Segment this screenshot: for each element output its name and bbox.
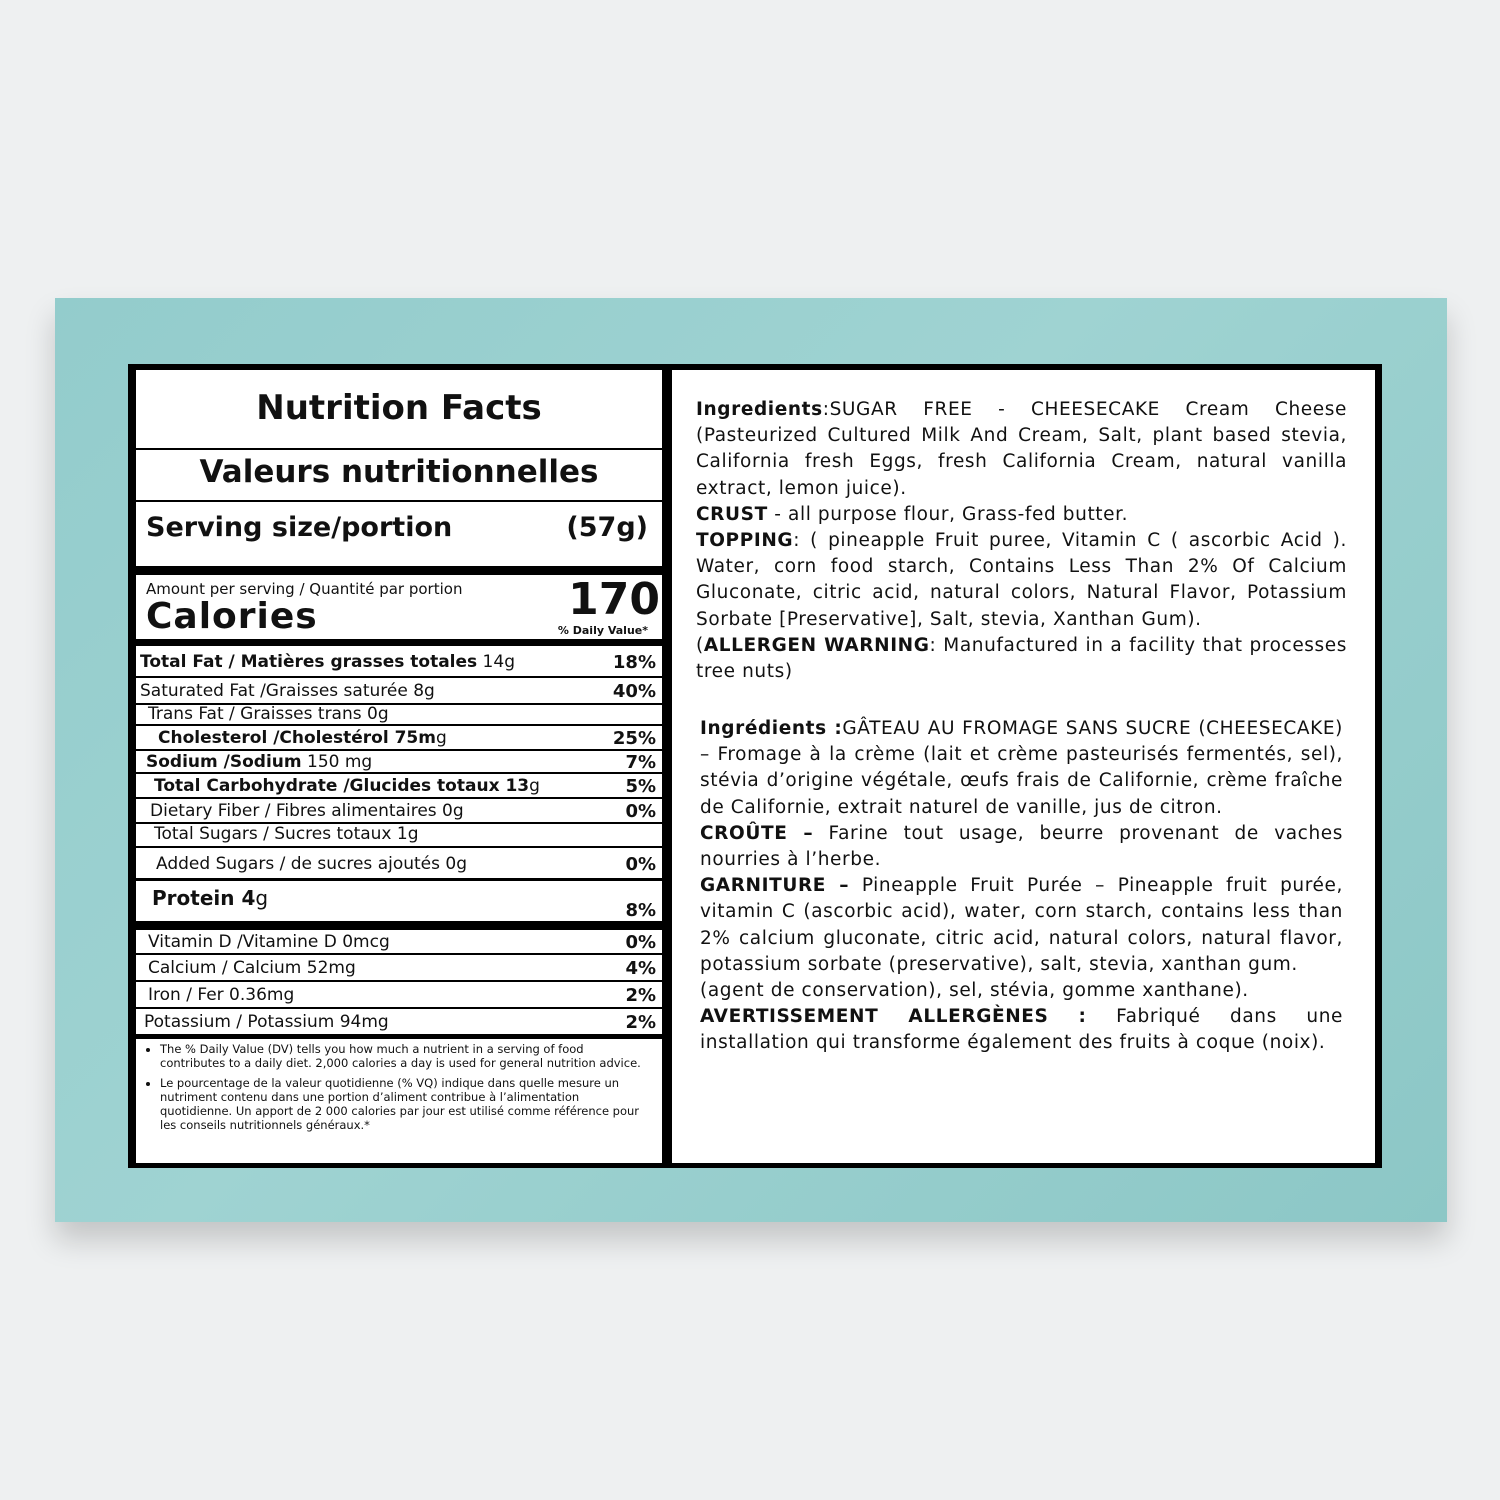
allergen-open: ( <box>696 634 704 656</box>
ingredients-key: Ingrédients : <box>700 718 843 739</box>
allergen-text: Fabriqué dans une installation qui transforme également des fruits à coque (noix). <box>700 1006 1343 1054</box>
calories-label: Calories <box>146 596 318 637</box>
row-protein <box>136 882 662 921</box>
crust-text: - all purpose flour, Grass-fed butter. <box>767 503 1129 525</box>
row-trans-fat <box>136 703 662 725</box>
row-pct: 7% <box>625 751 656 773</box>
row-label: Sodium /Sodium <box>146 752 302 772</box>
serving-value: (57g) <box>566 512 648 543</box>
row-pct: 40% <box>612 680 656 702</box>
divider <box>136 500 662 502</box>
row-label: Cholesterol /Cholestérol 75m <box>158 728 436 748</box>
calories-value: 170 <box>568 574 660 625</box>
ingredients-panel <box>672 370 1375 1163</box>
crust-paragraph <box>700 821 1343 873</box>
allergen-text: : Manufactured in a facility that processes tree nuts) <box>696 634 1347 683</box>
row-amount: g <box>529 776 540 796</box>
row-sodium <box>136 751 662 773</box>
amount-per-serving: Amount per serving / Quantité par portion <box>146 580 463 598</box>
topping-key: TOPPING <box>696 530 794 552</box>
footnote-en: • The % Daily Value (DV) tells you how much a nutrient in a serving of food contributes to a daily diet. 2,000 calories a day is used for general nutrition advice. <box>160 1042 648 1070</box>
footnotes <box>146 1042 648 1138</box>
row-amount: 150 mg <box>301 752 373 772</box>
row-iron <box>136 982 662 1008</box>
row-pct: 18% <box>612 651 656 673</box>
topping-text: : ( pineapple Fruit puree, Vitamin C ( ascorbic Acid ). Water, corn food starch, Contains Less Than 2% Of Calcium Gluconate, citric acid, natural colors, Natural Flavor, Potassium Sorbate [Preservative], Salt, stevia, Xanthan Gum). <box>696 530 1347 630</box>
row-label: Vitamin D /Vitamine D 0mcg <box>148 932 390 952</box>
allergen-key: AVERTISSEMENT ALLERGÈNES : <box>700 1006 1087 1028</box>
topping-text: Pineapple Fruit Purée – Pineapple fruit purée, vitamin C (ascorbic acid), water, corn starch, contains less than 2% calcium gluconate, citric acid, natural colors, natural flavor, potassium sorbate (preservative), salt, stevia, xanthan gum. <box>700 875 1343 975</box>
row-dietary-fiber <box>136 799 662 823</box>
ingredients-paragraph <box>696 397 1347 502</box>
row-pct: 0% <box>625 800 656 822</box>
row-pct: 2% <box>625 1011 656 1033</box>
divider <box>136 448 662 450</box>
row-total-sugars <box>136 822 662 846</box>
row-label: Total Sugars / Sucres totaux 1g <box>154 824 419 844</box>
ingredients-text: GÂTEAU AU FROMAGE SANS SUCRE (CHEESECAKE) – Fromage à la crème (lait et crème pasteurisés fermentés, sel), stévia d’origine végétale, œufs frais de Californie, crème fraîche de Californie, extrait naturel de vanille, jus de citron. <box>700 718 1343 818</box>
row-potassium <box>136 1009 662 1035</box>
row-pct: 0% <box>625 853 656 875</box>
nutrition-facts-panel <box>136 370 662 1163</box>
topping-key: GARNITURE – <box>700 875 850 897</box>
row-label: Protein 4 <box>152 886 256 910</box>
allergen-key: ALLERGEN WARNING <box>703 634 930 656</box>
row-cholesterol <box>136 726 662 750</box>
row-label: Total Carbohydrate /Glucides totaux 13 <box>154 776 530 796</box>
row-calcium <box>136 955 662 981</box>
row-pct: 8% <box>625 900 656 921</box>
row-label: Calcium / Calcium 52mg <box>148 958 356 978</box>
row-total-carbohydrate <box>136 774 662 798</box>
row-pct: 25% <box>612 727 656 749</box>
thick-divider <box>136 639 662 646</box>
allergen-paragraph <box>696 633 1347 685</box>
row-label: Saturated Fat /Graisses saturée 8g <box>140 681 435 701</box>
topping-paragraph <box>700 873 1343 978</box>
serving-label: Serving size/portion <box>146 512 453 543</box>
nutrition-title-en: Nutrition Facts <box>256 388 542 428</box>
row-label: Total Fat / Matières grasses totales <box>140 652 478 672</box>
footnote-fr: • Le pourcentage de la valeur quotidienne (% VQ) indique dans quelle mesure un nutriment contenu dans une portion d’aliment contribue à l’alimentation quotidienne. Un apport de 2 000 calories par jour est utilisé comme référence pour les conseils nutritionnels généraux.* <box>160 1076 648 1132</box>
divider <box>136 878 662 881</box>
daily-value-header: % Daily Value* <box>557 624 648 637</box>
row-vitamin-d <box>136 930 662 954</box>
row-label: Iron / Fer 0.36mg <box>148 985 295 1005</box>
row-pct: 0% <box>625 931 656 953</box>
crust-key: CROÛTE – <box>700 822 814 844</box>
ingredients-french <box>700 716 1343 1057</box>
row-total-fat <box>136 649 662 675</box>
crust-key: CRUST <box>696 503 768 525</box>
row-amount: g <box>255 886 269 910</box>
allergen-paragraph <box>700 1004 1343 1056</box>
ingredients-text: :SUGAR FREE - CHEESECAKE Cream Cheese (Pasteurized Cultured Milk And Cream, Salt, plant based stevia, California fresh Eggs, fresh California Cream, natural vanilla extract, lemon juice). <box>696 399 1347 499</box>
row-amount: g <box>435 728 447 748</box>
crust-text: Farine tout usage, beurre provenant de vaches nourries à l’herbe. <box>700 822 1343 871</box>
nutrition-title-fr: Valeurs nutritionnelles <box>199 454 599 490</box>
row-label: Dietary Fiber / Fibres alimentaires 0g <box>150 801 464 821</box>
thick-divider <box>136 921 662 930</box>
row-pct: 2% <box>625 984 656 1006</box>
ingredients-key: Ingredients <box>696 399 823 420</box>
serving-size <box>146 512 648 543</box>
thick-divider <box>136 1034 662 1039</box>
row-label: Potassium / Potassium 94mg <box>144 1012 389 1032</box>
extra-paragraph: (agent de conservation), sel, stévia, gomme xanthane). <box>700 980 1249 1002</box>
ingredients-english <box>696 397 1347 685</box>
row-added-sugars <box>136 848 662 880</box>
topping-paragraph <box>696 528 1347 633</box>
row-label: Added Sugars / de sucres ajoutés 0g <box>156 854 467 874</box>
crust-paragraph <box>696 502 1347 528</box>
row-amount: 14g <box>477 652 515 672</box>
row-pct: 4% <box>625 957 656 979</box>
ingredients-paragraph <box>700 716 1343 821</box>
row-label: Trans Fat / Graisses trans 0g <box>148 704 389 724</box>
row-saturated-fat <box>136 678 662 704</box>
row-pct: 5% <box>625 775 656 797</box>
